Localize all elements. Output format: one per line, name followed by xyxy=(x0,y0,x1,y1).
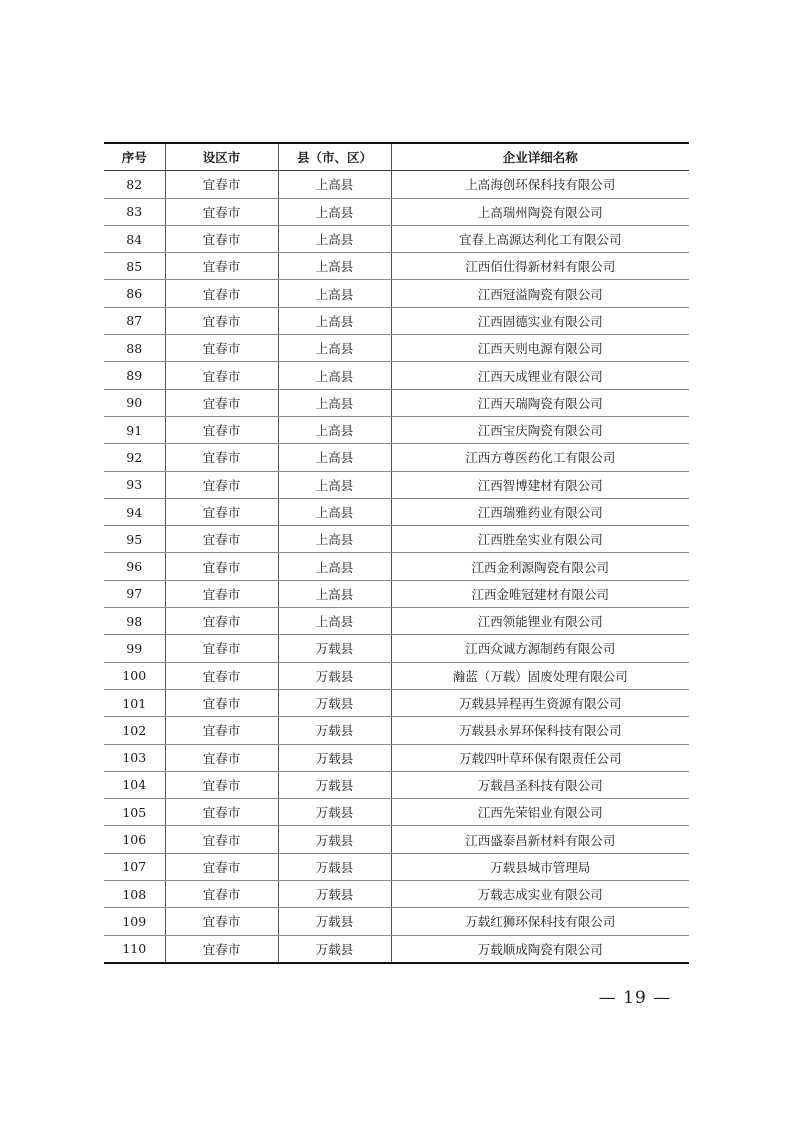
county-cell: 上高县 xyxy=(278,253,391,280)
city-cell: 宜春市 xyxy=(165,362,278,389)
enterprise-name-cell: 上高瑞州陶瓷有限公司 xyxy=(391,198,689,225)
enterprise-name-cell: 江西天成锂业有限公司 xyxy=(391,362,689,389)
city-cell: 宜春市 xyxy=(165,526,278,553)
enterprise-name-cell: 万载四叶草环保有限责任公司 xyxy=(391,744,689,771)
table-body xyxy=(104,171,689,963)
enterprise-name-cell: 万载红狮环保科技有限公司 xyxy=(391,908,689,935)
county-cell: 万载县 xyxy=(278,744,391,771)
enterprise-name-cell: 江西方尊医药化工有限公司 xyxy=(391,444,689,471)
table-row xyxy=(104,471,689,498)
table-row xyxy=(104,225,689,252)
city-cell: 宜春市 xyxy=(165,744,278,771)
county-cell: 万载县 xyxy=(278,689,391,716)
city-cell: 宜春市 xyxy=(165,416,278,443)
enterprise-name-cell: 江西天则电源有限公司 xyxy=(391,335,689,362)
enterprise-name-cell: 江西天瑞陶瓷有限公司 xyxy=(391,389,689,416)
county-cell: 万载县 xyxy=(278,853,391,880)
page-number: — 19 — xyxy=(598,988,672,1008)
enterprise-name-cell: 江西佰仕得新材料有限公司 xyxy=(391,253,689,280)
serial-number-cell: 107 xyxy=(104,853,165,880)
table-row xyxy=(104,416,689,443)
table-row xyxy=(104,553,689,580)
table-row xyxy=(104,580,689,607)
enterprise-name-cell: 宜春上高源达利化工有限公司 xyxy=(391,225,689,252)
table-row xyxy=(104,171,689,198)
enterprise-name-cell: 江西先荣铝业有限公司 xyxy=(391,799,689,826)
serial-number-cell: 110 xyxy=(104,935,165,963)
serial-number-cell: 88 xyxy=(104,335,165,362)
table-row xyxy=(104,908,689,935)
serial-number-cell: 105 xyxy=(104,799,165,826)
county-cell: 上高县 xyxy=(278,280,391,307)
city-cell: 宜春市 xyxy=(165,935,278,963)
table-row xyxy=(104,744,689,771)
city-cell: 宜春市 xyxy=(165,771,278,798)
enterprise-name-cell: 万载志成实业有限公司 xyxy=(391,881,689,908)
city-cell: 宜春市 xyxy=(165,171,278,198)
county-cell: 上高县 xyxy=(278,471,391,498)
serial-number-cell: 101 xyxy=(104,689,165,716)
serial-number-cell: 104 xyxy=(104,771,165,798)
table-row xyxy=(104,280,689,307)
serial-number-cell: 99 xyxy=(104,635,165,662)
city-cell: 宜春市 xyxy=(165,826,278,853)
table-row xyxy=(104,881,689,908)
serial-number-cell: 95 xyxy=(104,526,165,553)
serial-number-cell: 84 xyxy=(104,225,165,252)
city-cell: 宜春市 xyxy=(165,335,278,362)
county-cell: 上高县 xyxy=(278,526,391,553)
city-cell: 宜春市 xyxy=(165,608,278,635)
county-cell: 万载县 xyxy=(278,826,391,853)
city-cell: 宜春市 xyxy=(165,498,278,525)
table-row xyxy=(104,853,689,880)
header-row xyxy=(104,143,689,171)
serial-number-cell: 87 xyxy=(104,307,165,334)
enterprise-name-cell: 江西宝庆陶瓷有限公司 xyxy=(391,416,689,443)
serial-number-cell: 102 xyxy=(104,717,165,744)
county-cell: 万载县 xyxy=(278,935,391,963)
serial-number-cell: 106 xyxy=(104,826,165,853)
city-cell: 宜春市 xyxy=(165,553,278,580)
table-row xyxy=(104,935,689,963)
table-row xyxy=(104,635,689,662)
county-cell: 上高县 xyxy=(278,362,391,389)
header-city: 设区市 xyxy=(165,143,278,171)
city-cell: 宜春市 xyxy=(165,635,278,662)
county-cell: 上高县 xyxy=(278,307,391,334)
county-cell: 上高县 xyxy=(278,389,391,416)
city-cell: 宜春市 xyxy=(165,881,278,908)
serial-number-cell: 91 xyxy=(104,416,165,443)
header-county: 县（市、区） xyxy=(278,143,391,171)
serial-number-cell: 85 xyxy=(104,253,165,280)
county-cell: 万载县 xyxy=(278,662,391,689)
serial-number-cell: 108 xyxy=(104,881,165,908)
county-cell: 万载县 xyxy=(278,717,391,744)
table-row xyxy=(104,307,689,334)
table-row xyxy=(104,771,689,798)
serial-number-cell: 109 xyxy=(104,908,165,935)
table-row xyxy=(104,253,689,280)
table-row xyxy=(104,799,689,826)
county-cell: 万载县 xyxy=(278,635,391,662)
county-cell: 万载县 xyxy=(278,908,391,935)
enterprise-name-cell: 上高海创环保科技有限公司 xyxy=(391,171,689,198)
enterprise-name-cell: 江西众诚方源制药有限公司 xyxy=(391,635,689,662)
city-cell: 宜春市 xyxy=(165,444,278,471)
city-cell: 宜春市 xyxy=(165,198,278,225)
county-cell: 万载县 xyxy=(278,799,391,826)
county-cell: 万载县 xyxy=(278,881,391,908)
table-row xyxy=(104,608,689,635)
table-row xyxy=(104,362,689,389)
county-cell: 上高县 xyxy=(278,335,391,362)
city-cell: 宜春市 xyxy=(165,307,278,334)
enterprise-name-cell: 万载昌圣科技有限公司 xyxy=(391,771,689,798)
serial-number-cell: 93 xyxy=(104,471,165,498)
city-cell: 宜春市 xyxy=(165,471,278,498)
city-cell: 宜春市 xyxy=(165,689,278,716)
enterprise-name-cell: 万载顺成陶瓷有限公司 xyxy=(391,935,689,963)
serial-number-cell: 94 xyxy=(104,498,165,525)
county-cell: 上高县 xyxy=(278,171,391,198)
serial-number-cell: 98 xyxy=(104,608,165,635)
enterprise-name-cell: 江西智博建材有限公司 xyxy=(391,471,689,498)
enterprise-name-cell: 万载县永昇环保科技有限公司 xyxy=(391,717,689,744)
table-header xyxy=(104,143,689,171)
county-cell: 上高县 xyxy=(278,444,391,471)
table-row xyxy=(104,689,689,716)
table-row xyxy=(104,335,689,362)
serial-number-cell: 92 xyxy=(104,444,165,471)
table-row xyxy=(104,498,689,525)
table-row xyxy=(104,389,689,416)
county-cell: 万载县 xyxy=(278,771,391,798)
serial-number-cell: 96 xyxy=(104,553,165,580)
enterprise-name-cell: 江西领能锂业有限公司 xyxy=(391,608,689,635)
table-row xyxy=(104,826,689,853)
serial-number-cell: 82 xyxy=(104,171,165,198)
city-cell: 宜春市 xyxy=(165,580,278,607)
table-row xyxy=(104,198,689,225)
enterprise-name-cell: 江西金利源陶瓷有限公司 xyxy=(391,553,689,580)
county-cell: 上高县 xyxy=(278,608,391,635)
county-cell: 上高县 xyxy=(278,498,391,525)
enterprise-name-cell: 江西瑞雅药业有限公司 xyxy=(391,498,689,525)
city-cell: 宜春市 xyxy=(165,253,278,280)
serial-number-cell: 100 xyxy=(104,662,165,689)
city-cell: 宜春市 xyxy=(165,799,278,826)
city-cell: 宜春市 xyxy=(165,225,278,252)
enterprise-name-cell: 瀚蓝（万载）固废处理有限公司 xyxy=(391,662,689,689)
city-cell: 宜春市 xyxy=(165,908,278,935)
serial-number-cell: 90 xyxy=(104,389,165,416)
table-row xyxy=(104,444,689,471)
enterprise-table xyxy=(104,142,689,964)
enterprise-name-cell: 万载县城市管理局 xyxy=(391,853,689,880)
enterprise-name-cell: 江西盛泰昌新材料有限公司 xyxy=(391,826,689,853)
enterprise-name-cell: 江西胜垒实业有限公司 xyxy=(391,526,689,553)
table-row xyxy=(104,526,689,553)
city-cell: 宜春市 xyxy=(165,717,278,744)
county-cell: 上高县 xyxy=(278,225,391,252)
county-cell: 上高县 xyxy=(278,198,391,225)
serial-number-cell: 97 xyxy=(104,580,165,607)
serial-number-cell: 86 xyxy=(104,280,165,307)
header-serial-number: 序号 xyxy=(104,143,165,171)
city-cell: 宜春市 xyxy=(165,662,278,689)
enterprise-name-cell: 江西固德实业有限公司 xyxy=(391,307,689,334)
city-cell: 宜春市 xyxy=(165,389,278,416)
serial-number-cell: 83 xyxy=(104,198,165,225)
county-cell: 上高县 xyxy=(278,553,391,580)
table-row xyxy=(104,662,689,689)
serial-number-cell: 89 xyxy=(104,362,165,389)
county-cell: 上高县 xyxy=(278,416,391,443)
enterprise-name-cell: 万载县异程再生资源有限公司 xyxy=(391,689,689,716)
county-cell: 上高县 xyxy=(278,580,391,607)
serial-number-cell: 103 xyxy=(104,744,165,771)
city-cell: 宜春市 xyxy=(165,280,278,307)
table-row xyxy=(104,717,689,744)
header-enterprise-name: 企业详细名称 xyxy=(391,143,689,171)
city-cell: 宜春市 xyxy=(165,853,278,880)
enterprise-name-cell: 江西冠溢陶瓷有限公司 xyxy=(391,280,689,307)
enterprise-name-cell: 江西金唯冠建材有限公司 xyxy=(391,580,689,607)
